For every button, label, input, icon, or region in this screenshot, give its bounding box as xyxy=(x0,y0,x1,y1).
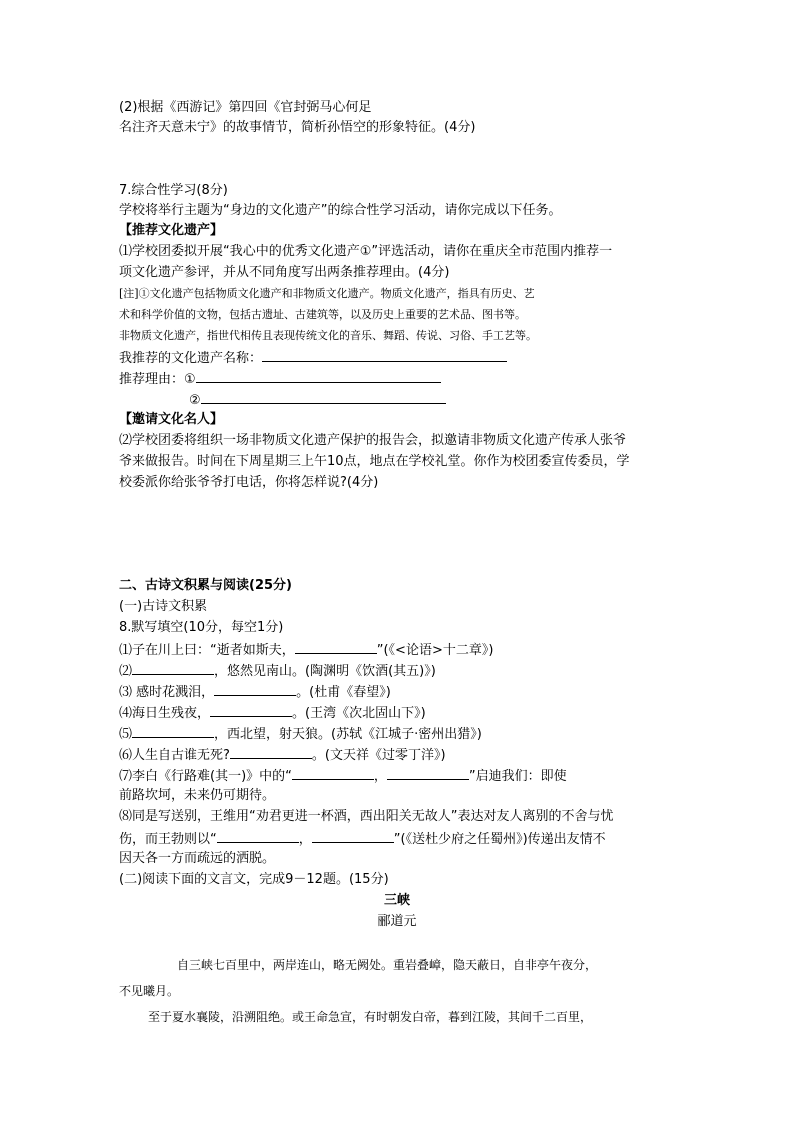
q8-item-7-blank-1[interactable] xyxy=(292,765,374,780)
q8-item-4-blank[interactable] xyxy=(210,702,292,717)
q8-item-2-blank[interactable] xyxy=(132,660,214,675)
q7-note-line-2: 术和科学价值的文物，包括古遗址、古建筑等，以及历史上重要的艺术品、图书等。 xyxy=(119,308,526,321)
q8-item-4-text-a: ⑷海日生残夜， xyxy=(119,706,211,721)
q8-item-7 xyxy=(119,765,567,787)
heritage-name-label: 我推荐的文化遗产名称： xyxy=(119,351,263,366)
q8-item-7-comma: ， xyxy=(373,769,387,784)
q8-item-7-text-c: ”启迪我们：即使 xyxy=(468,769,567,784)
q8-item-8-line-1: ⑻同是写送别，王维用“劝君更进一杯酒，西出阳关无故人”表达对友人离别的不舍与忧 xyxy=(119,809,614,824)
heritage-name-row xyxy=(119,347,507,369)
q8-item-2-text-b: ，悠然见南山。(陶渊明《饮酒(其五)》) xyxy=(214,664,436,679)
section2-sub1: (一)古诗文积累 xyxy=(119,599,208,614)
q8-item-3-text-b: 。(杜甫《春望》) xyxy=(296,685,391,700)
q7-title: 7.综合性学习(8分) xyxy=(119,183,228,198)
q6-line-2: 名注齐天意未宁》的故事情节，简析孙悟空的形象特征。(4分) xyxy=(119,120,476,135)
q8-item-8-blank-1[interactable] xyxy=(217,828,299,843)
q7-note-line-3: 非物质文化遗产，指世代相传且表现传统文化的音乐、舞蹈、传说、习俗、手工艺等。 xyxy=(119,329,537,342)
q8-item-8-text-b: 伤，而王勃则以“ xyxy=(119,832,217,847)
q8-item-7-cont: 前路坎坷，未来仍可期待。 xyxy=(119,788,276,803)
q8-item-5-text-b: ，西北望，射天狼。(苏轼《江城子·密州出猎》) xyxy=(214,727,482,742)
q7-note-line-1: [注]①文化遗产包括物质文化遗产和非物质文化遗产。物质文化遗产，指具有历史、艺 xyxy=(119,287,535,300)
q8-item-6-text-b: 。(文天祥《过零丁洋》) xyxy=(311,748,446,763)
passage-author: 郦道元 xyxy=(377,914,417,929)
passage-para-1-line-1: 自三峡七百里中，两岸连山，略无阙处。重岩叠嶂，隐天蔽日，自非亭午夜分， xyxy=(177,958,598,972)
passage-para-2-line-1: 至于夏水襄陵，沿溯阻绝。或王命急宣，有时朝发白帝，暮到江陵，其间千二百里， xyxy=(148,1010,593,1024)
q7-task1-line-2: 项文化遗产参评，并从不同角度写出两条推荐理由。(4分) xyxy=(119,265,450,280)
q8-item-2-text-a: ⑵ xyxy=(119,664,133,679)
heritage-name-blank[interactable] xyxy=(262,347,507,362)
q8-item-3-text-a: ⑶ 感时花溅泪， xyxy=(119,685,215,700)
q6-line-1: (2)根据《西游记》第四回《官封弼马心何足 xyxy=(119,100,372,115)
q8-item-3-blank[interactable] xyxy=(214,681,296,696)
passage-para-1-line-2: 不见曦月。 xyxy=(119,984,180,998)
reason-label: 推荐理由：① xyxy=(119,372,196,387)
q8-item-7-text-a: ⑺李白《行路难(其一)》中的“ xyxy=(119,769,292,784)
q8-item-3 xyxy=(119,681,391,703)
q7-heading-invite: 【邀请文化名人】 xyxy=(119,412,224,427)
q7-task1-line-1: ⑴学校团委拟开展“我心中的优秀文化遗产①”评选活动，请你在重庆全市范围内推荐一 xyxy=(119,244,613,259)
q7-task2-line-3: 校委派你给张爷爷打电话，你将怎样说?(4分) xyxy=(119,475,379,490)
q8-item-4-text-b: 。(王湾《次北固山下》) xyxy=(292,706,426,721)
reason-2-blank[interactable] xyxy=(201,389,446,404)
q8-item-8-blank-2[interactable] xyxy=(312,828,394,843)
q8-item-5-blank[interactable] xyxy=(132,723,214,738)
q8-item-5-text-a: ⑸ xyxy=(119,727,133,742)
section2-title: 二、古诗文积累与阅读(25分) xyxy=(119,578,292,593)
q8-item-6-blank[interactable] xyxy=(230,744,312,759)
q8-item-8-line-2 xyxy=(119,828,606,850)
q8-item-7-blank-2[interactable] xyxy=(387,765,469,780)
q8-item-8-comma: ， xyxy=(298,832,312,847)
q8-item-2 xyxy=(119,660,436,682)
q7-task2-line-1: ⑵学校团委将组织一场非物质文化遗产保护的报告会，拟邀请非物质文化遗产传承人张爷 xyxy=(119,433,627,448)
q8-item-6-text-a: ⑹人生自古谁无死? xyxy=(119,748,230,763)
reason-row-2 xyxy=(189,389,446,411)
q7-task2-line-2: 爷来做报告。时间在下周星期三上午10点，地点在学校礼堂。你作为校团委宣传委员，学 xyxy=(119,454,630,469)
q7-intro: 学校将举行主题为“身边的文化遗产”的综合性学习活动，请你完成以下任务。 xyxy=(119,203,562,218)
reason-2-marker: ② xyxy=(189,393,201,408)
q8-item-1-blank[interactable] xyxy=(295,639,377,654)
reason-row-1 xyxy=(119,368,441,390)
q8-title: 8.默写填空(10分，每空1分) xyxy=(119,620,284,635)
q8-item-5 xyxy=(119,723,482,745)
q8-item-1-text-b: ”(《<论语>十二章》) xyxy=(376,643,494,658)
q8-item-1-text-a: ⑴子在川上曰：“逝者如斯夫， xyxy=(119,643,295,658)
passage-title: 三峡 xyxy=(383,893,410,908)
q7-heading-recommend: 【推荐文化遗产】 xyxy=(119,223,224,238)
q8-item-1 xyxy=(119,639,493,661)
q8-item-8-line-3: 因天各一方而疏远的洒脱。 xyxy=(119,851,276,866)
q8-item-4 xyxy=(119,702,426,724)
q8-item-8-text-d: ”(《送杜少府之任蜀州》)传递出友情不 xyxy=(393,832,606,847)
reason-1-blank[interactable] xyxy=(196,368,441,383)
q8-item-6 xyxy=(119,744,446,766)
section2-sub2: (二)阅读下面的文言文，完成9－12题。(15分) xyxy=(119,872,389,887)
